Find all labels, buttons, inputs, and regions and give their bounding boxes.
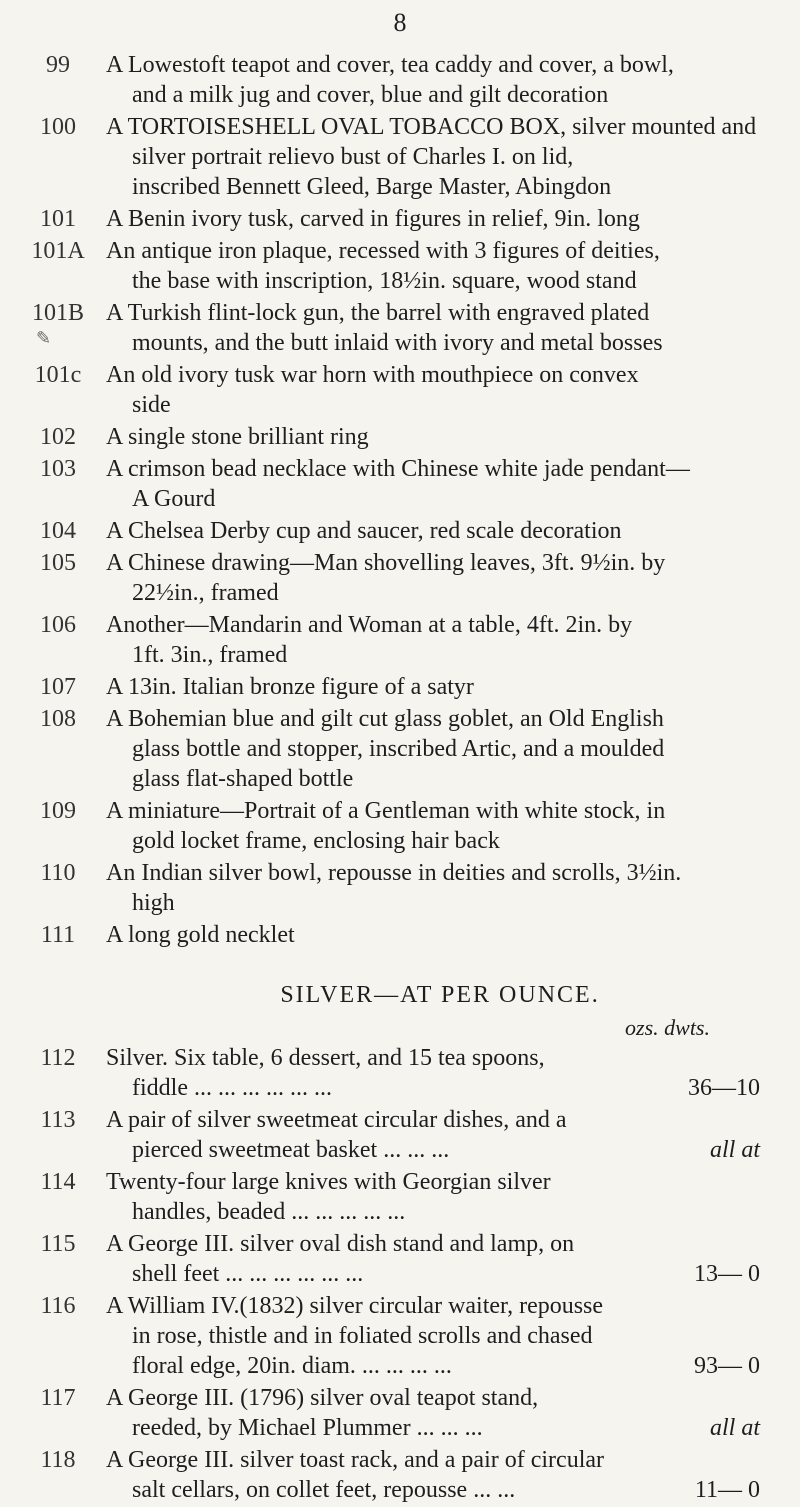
lot-description	[96, 1167, 780, 1227]
lot-description	[96, 704, 780, 794]
lot-description	[96, 920, 780, 950]
lot-entry	[20, 236, 780, 296]
lot-entry	[20, 1229, 780, 1289]
lot-number: 115	[40, 1231, 76, 1257]
lot-description-line: A William IV.(1832) silver circular waiter, repousse	[106, 1293, 604, 1319]
lot-entry	[20, 112, 780, 202]
lot-description-line: A Turkish flint-lock gun, the barrel with engraved plated	[106, 300, 650, 326]
lot-entry	[20, 1167, 780, 1227]
lot-number: 113	[40, 1107, 76, 1133]
lot-number: 111	[40, 922, 76, 948]
lot-description-line: glass flat-shaped bottle	[132, 766, 354, 792]
lot-description	[96, 858, 780, 918]
lot-entry	[20, 360, 780, 420]
lot-description	[96, 1043, 780, 1103]
lot-number: 114	[40, 1169, 76, 1195]
margin-annotation: ✎	[36, 328, 52, 349]
lot-list	[20, 50, 780, 1507]
lot-description-line: Twenty-four large knives with Georgian silver	[106, 1169, 551, 1195]
lot-description	[96, 204, 780, 234]
lot-description-line: A Bohemian blue and gilt cut glass goblet, an Old English	[106, 706, 664, 732]
lot-entry	[20, 858, 780, 918]
lot-description-line: A George III. silver toast rack, and a pair of circular	[106, 1447, 605, 1473]
lot-description	[96, 548, 780, 608]
lot-number: 99	[46, 52, 70, 78]
lot-number: 101	[40, 206, 76, 232]
lot-description-line: A Chinese drawing—Man shovelling leaves, 3ft. 9½in. by	[106, 550, 666, 576]
lot-description	[96, 1445, 780, 1505]
lot-weight: all at	[709, 1137, 760, 1163]
lot-entry	[20, 1043, 780, 1103]
lot-entry	[20, 610, 780, 670]
lot-description	[96, 298, 780, 358]
lot-description-line: An old ivory tusk war horn with mouthpiece on convex	[106, 362, 639, 388]
lot-description-line: shell feet ... ... ... ... ... ... 13— 0	[106, 1259, 780, 1289]
silver-lots	[20, 1043, 780, 1505]
lot-description-line: A pair of silver sweetmeat circular dishes, and a	[106, 1107, 567, 1133]
lot-description	[96, 796, 780, 856]
lot-description-line: A single stone brilliant ring	[106, 424, 369, 450]
lot-description-line: side	[132, 392, 171, 418]
lot-description-line: A miniature—Portrait of a Gentleman with white stock, in	[106, 798, 666, 824]
lot-entry	[20, 298, 780, 358]
lot-weight: all at	[709, 1415, 760, 1441]
lot-number: 116	[40, 1293, 76, 1319]
lot-description-line: A Benin ivory tusk, carved in figures in relief, 9in. long	[106, 206, 640, 232]
lot-description	[96, 1229, 780, 1289]
lot-number: 112	[40, 1045, 76, 1071]
page-number: 8	[393, 8, 407, 37]
lot-description-line: fiddle ... ... ... ... ... ... 36—10	[106, 1073, 780, 1103]
lot-description-line: 22½in., framed	[132, 580, 279, 606]
lot-description-line: Silver. Six table, 6 dessert, and 15 tea spoons,	[106, 1045, 545, 1071]
lot-number: 102	[40, 424, 76, 450]
lot-number: 118	[40, 1447, 76, 1473]
lot-description-line: floral edge, 20in. diam. ... ... ... ... 93— 0	[106, 1351, 780, 1381]
lot-description-line: pierced sweetmeat basket ... ... ... all at	[106, 1135, 780, 1165]
lot-number: 108	[40, 706, 76, 732]
lot-number: 110	[40, 860, 76, 886]
lot-entry	[20, 1291, 780, 1381]
lot-description	[96, 236, 780, 296]
lot-number: 101A	[31, 238, 85, 264]
lot-description-line: the base with inscription, 18½in. square, wood stand	[132, 268, 637, 294]
lot-number: 101c	[34, 362, 82, 388]
lot-description-line: A crimson bead necklace with Chinese white jade pendant—	[106, 456, 690, 482]
lot-description-line: A Chelsea Derby cup and saucer, red scale decoration	[106, 518, 622, 544]
lot-description-line: in rose, thistle and in foliated scrolls and chased	[132, 1323, 593, 1349]
lot-description	[96, 360, 780, 420]
lot-entry	[20, 422, 780, 452]
lot-description-line: reeded, by Michael Plummer ... ... ... all at	[106, 1413, 780, 1443]
lot-entry	[20, 1445, 780, 1505]
lot-entry	[20, 796, 780, 856]
lot-description	[96, 454, 780, 514]
lot-description-line: and a milk jug and cover, blue and gilt decoration	[132, 82, 609, 108]
lot-number: 104	[40, 518, 76, 544]
section-heading: SILVER—AT PER OUNCE.	[280, 982, 600, 1008]
lot-entry	[20, 50, 780, 110]
lot-description	[96, 112, 780, 202]
lot-number: 100	[40, 114, 76, 140]
lot-weight: 13— 0	[694, 1261, 760, 1287]
lot-description-line: silver portrait relievo bust of Charles I. on lid,	[132, 144, 574, 170]
lot-number: 101B	[31, 300, 84, 326]
lot-description-line: salt cellars, on collet feet, repousse ... ... 11— 0	[106, 1475, 780, 1505]
lot-description-line: glass bottle and stopper, inscribed Artic, and a moulded	[132, 736, 665, 762]
lot-entry	[20, 204, 780, 234]
lot-number: 103	[40, 456, 76, 482]
lot-entry	[20, 516, 780, 546]
lot-entry	[20, 672, 780, 702]
lot-description-line: A Gourd	[132, 486, 216, 512]
lot-description	[96, 610, 780, 670]
lot-description	[96, 422, 780, 452]
lot-entry	[20, 454, 780, 514]
lot-description	[96, 516, 780, 546]
lot-entry	[20, 1383, 780, 1443]
lot-description-line: 1ft. 3in., framed	[132, 642, 288, 668]
lot-description-line: high	[132, 890, 175, 916]
lot-entry	[20, 704, 780, 794]
lot-description-line: A George III. (1796) silver oval teapot stand,	[106, 1385, 539, 1411]
lot-number: 117	[40, 1385, 76, 1411]
miscellaneous-lots	[20, 50, 780, 950]
lot-description	[96, 1105, 780, 1165]
lot-description-line: A TORTOISESHELL OVAL TOBACCO BOX, silver mounted and	[106, 114, 757, 140]
lot-number: 106	[40, 612, 76, 638]
lot-description	[96, 1291, 780, 1381]
lot-number: 105	[40, 550, 76, 576]
lot-number: 107	[40, 674, 76, 700]
lot-description-line: A George III. silver oval dish stand and lamp, on	[106, 1231, 575, 1257]
lot-weight: 36—10	[688, 1075, 760, 1101]
lot-entry	[20, 920, 780, 950]
lot-description-line: Another—Mandarin and Woman at a table, 4ft. 2in. by	[106, 612, 633, 638]
lot-description-line: A 13in. Italian bronze figure of a satyr	[106, 674, 474, 700]
lot-entry	[20, 548, 780, 608]
lot-description-line: An Indian silver bowl, repousse in deities and scrolls, 3½in.	[106, 860, 682, 886]
lot-number: 109	[40, 798, 76, 824]
lot-description-line: A Lowestoft teapot and cover, tea caddy and cover, a bowl,	[106, 52, 674, 78]
lot-description-line: mounts, and the butt inlaid with ivory and metal bosses	[132, 330, 663, 356]
weight-units-header: ozs. dwts.	[625, 1015, 710, 1040]
lot-description	[96, 1383, 780, 1443]
lot-description-line: An antique iron plaque, recessed with 3 figures of deities,	[106, 238, 660, 264]
lot-description-line: handles, beaded ... ... ... ... ...	[132, 1199, 406, 1225]
lot-weight: 93— 0	[694, 1353, 760, 1379]
lot-description-line: inscribed Bennett Gleed, Barge Master, Abingdon	[132, 174, 612, 200]
lot-description	[96, 672, 780, 702]
lot-description-line: A long gold necklet	[106, 922, 295, 948]
lot-description-line: gold locket frame, enclosing hair back	[132, 828, 500, 854]
lot-description	[96, 50, 780, 110]
lot-weight: 11— 0	[694, 1477, 760, 1503]
lot-entry	[20, 1105, 780, 1165]
